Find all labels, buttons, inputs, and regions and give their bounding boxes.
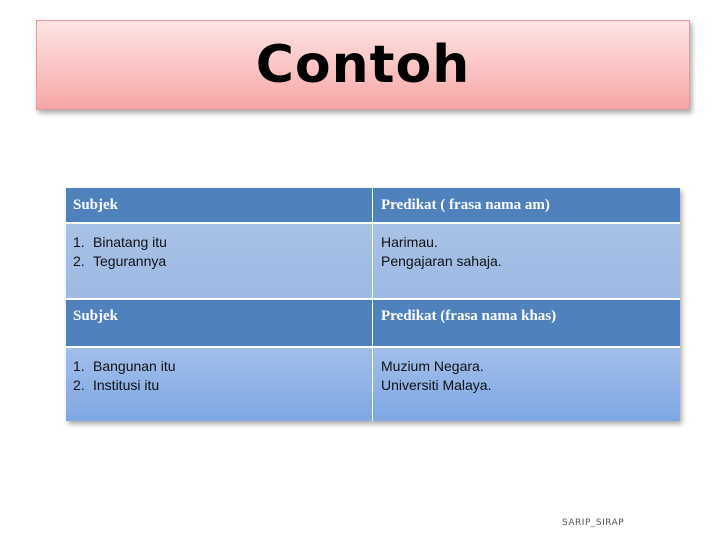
list-item: 2. Tegurannya	[73, 253, 167, 269]
list-item: 1. Binatang itu	[73, 234, 167, 250]
example-table	[66, 188, 680, 421]
slide-title: Contoh	[255, 35, 471, 95]
subject-list	[66, 348, 373, 421]
table-header-row	[66, 300, 680, 346]
title-banner	[36, 20, 690, 110]
predicate-list	[373, 348, 680, 421]
table-header-row	[66, 188, 680, 222]
list-item: Universiti Malaya.	[381, 377, 492, 393]
list-item: 1. Bangunan itu	[73, 358, 176, 374]
header-subject: Subjek	[66, 300, 373, 346]
table-row	[66, 348, 680, 421]
footer-credit: SARIP_SIRAP	[562, 518, 625, 528]
list-item: Harimau.	[381, 234, 438, 250]
list-item: Pengajaran sahaja.	[381, 253, 502, 269]
header-subject: Subjek	[66, 188, 373, 222]
subject-list	[66, 224, 373, 298]
list-item: 2. Institusi itu	[73, 377, 160, 393]
header-predicate: Predikat ( frasa nama am)	[381, 197, 550, 213]
predicate-list	[373, 224, 680, 298]
table-row	[66, 224, 680, 298]
list-item: Muzium Negara.	[381, 358, 484, 374]
header-predicate: Predikat (frasa nama khas)	[381, 308, 557, 324]
